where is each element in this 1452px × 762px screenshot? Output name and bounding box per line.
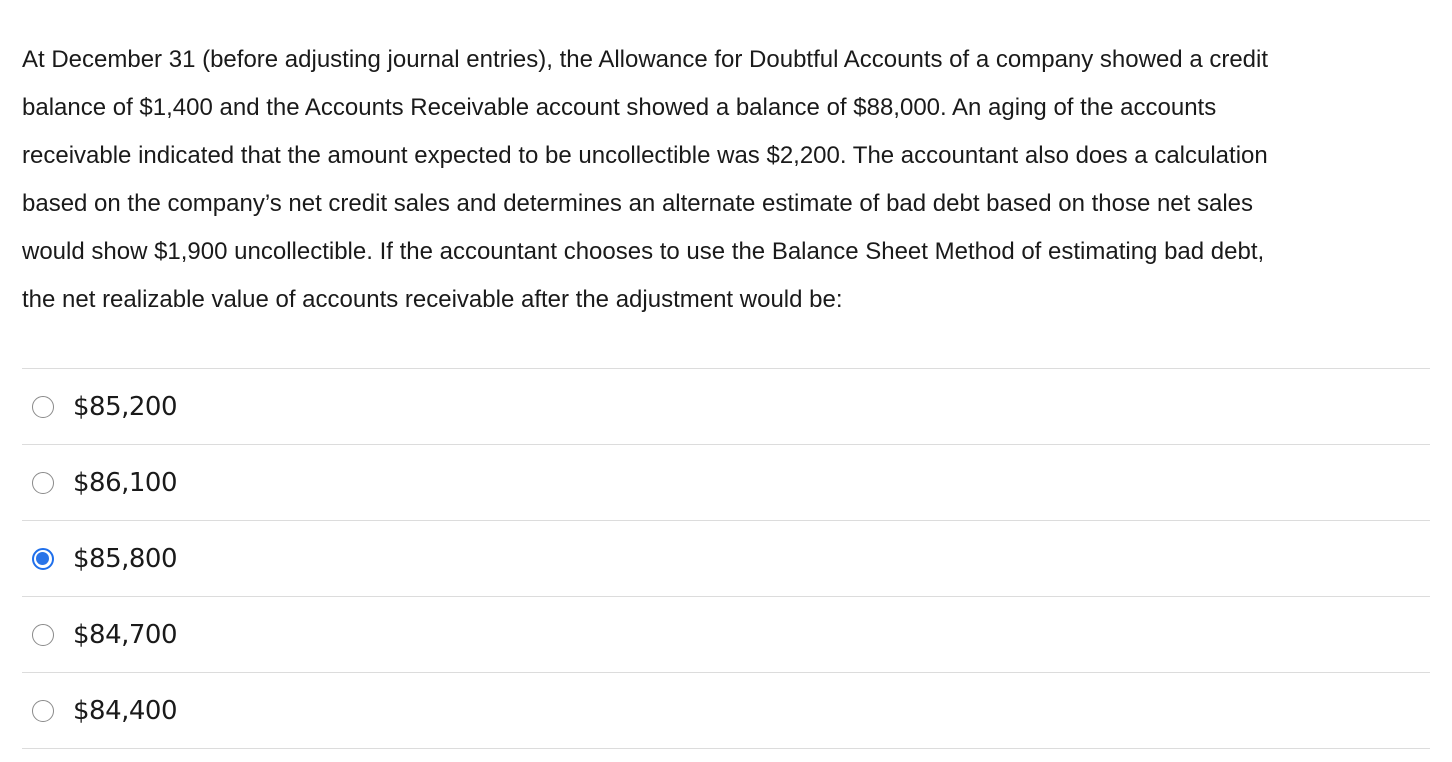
radio-button[interactable]: [32, 396, 54, 418]
answer-label: $84,400: [73, 695, 178, 726]
question-line: balance of $1,400 and the Accounts Receivable account showed a balance of $88,000. An aging of the accounts: [22, 94, 1217, 121]
radio-button-selected[interactable]: [32, 548, 54, 570]
answer-options: [22, 368, 1430, 749]
question-line: would show $1,900 uncollectible. If the accountant chooses to use the Balance Sheet Method of estimating bad debt,: [22, 238, 1265, 265]
answer-label: $85,200: [73, 391, 178, 422]
answer-option-d[interactable]: [22, 597, 1430, 673]
radio-button[interactable]: [32, 700, 54, 722]
answer-option-c[interactable]: [22, 521, 1430, 597]
answer-option-e[interactable]: [22, 673, 1430, 749]
question-line: receivable indicated that the amount expected to be uncollectible was $2,200. The accountant also does a calculation: [22, 142, 1268, 169]
radio-button[interactable]: [32, 624, 54, 646]
question-text: [22, 36, 1432, 324]
answer-label: $86,100: [73, 467, 178, 498]
answer-label: $85,800: [73, 543, 178, 574]
answer-label: $84,700: [73, 619, 178, 650]
answer-option-b[interactable]: [22, 445, 1430, 521]
radio-button[interactable]: [32, 472, 54, 494]
question-line: At December 31 (before adjusting journal entries), the Allowance for Doubtful Accounts of a company showed a credit: [22, 46, 1269, 73]
answer-option-a[interactable]: [22, 369, 1430, 445]
question-line: the net realizable value of accounts receivable after the adjustment would be:: [22, 286, 843, 313]
question-line: based on the company’s net credit sales and determines an alternate estimate of bad debt based on those net sales: [22, 190, 1254, 217]
